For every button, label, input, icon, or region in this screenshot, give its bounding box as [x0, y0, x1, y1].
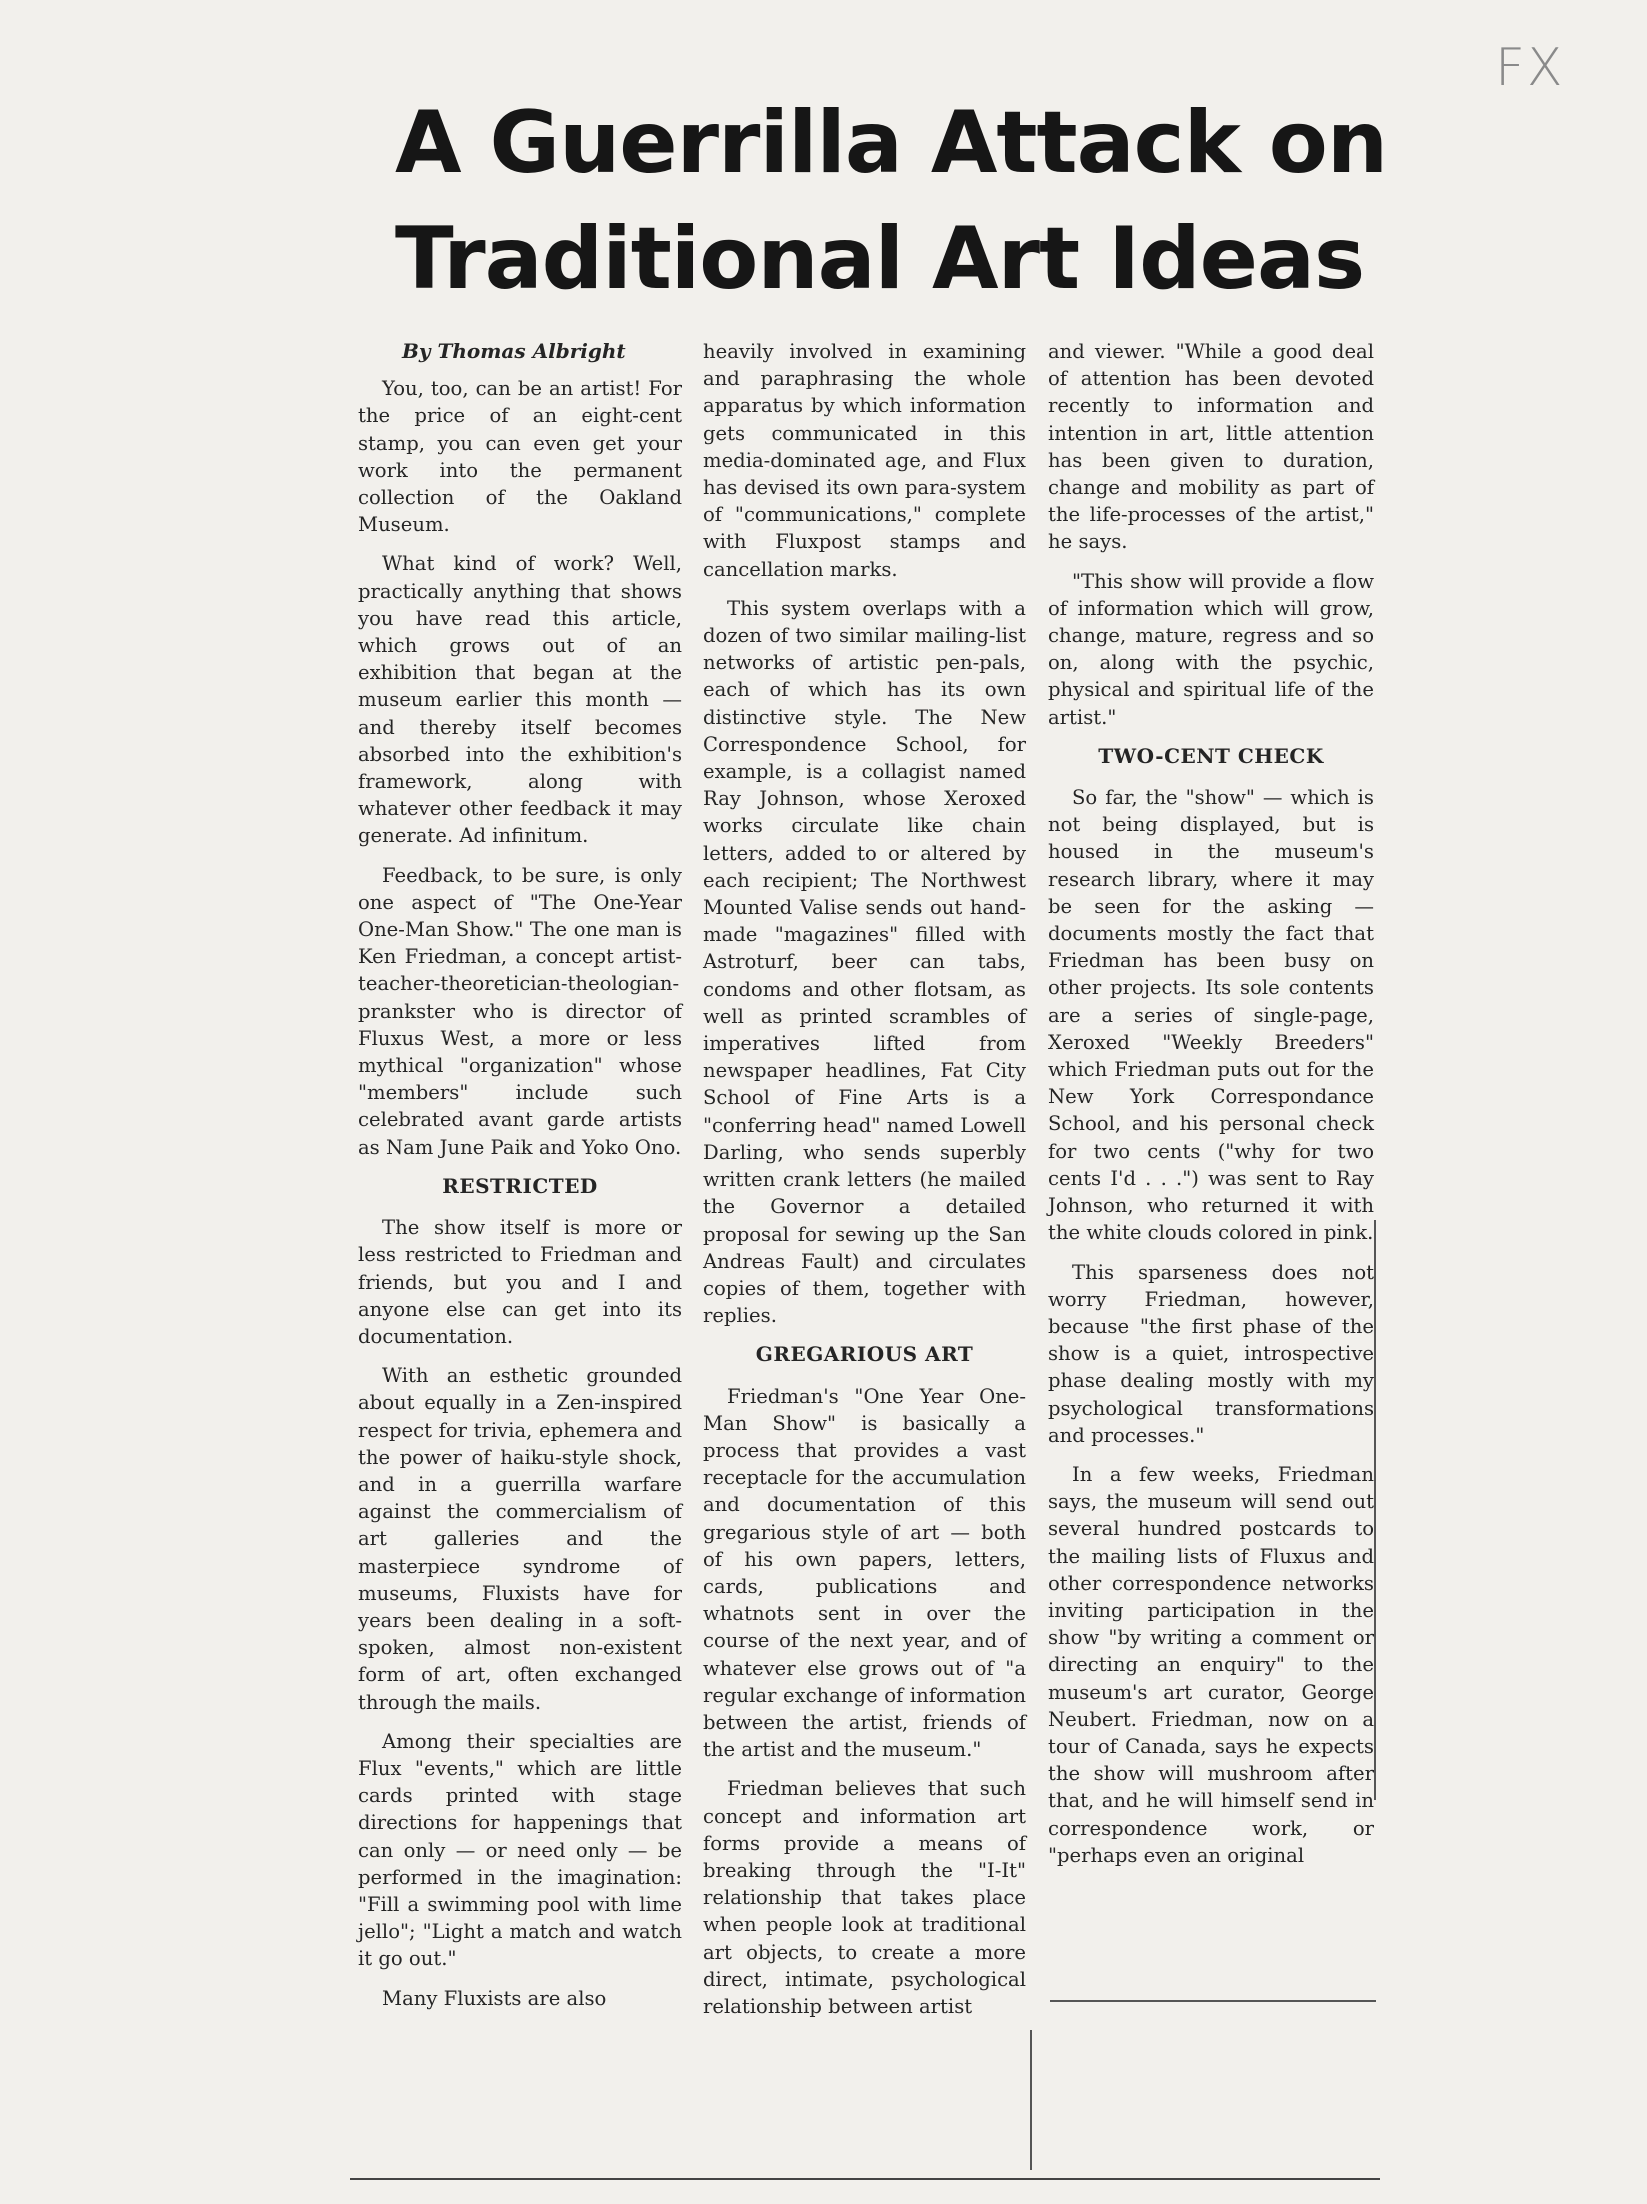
paragraph: Many Fluxists are also: [382, 1986, 607, 2010]
paragraph: Among their specialties are Flux "events," which are little cards printed with stage directions for happenings that can only — or need only — be performed in the imagination: "Fill a swimming pool with lime jello"; "Light a match and watch it go out.": [358, 1729, 682, 1971]
subhead-two-cent-check: TWO-CENT CHECK: [1098, 743, 1324, 768]
byline: By Thomas Albright: [402, 339, 626, 363]
column-2: [703, 338, 1026, 2032]
handwritten-mark: FX: [1495, 38, 1565, 98]
column-1: [358, 338, 682, 2024]
column-divider: [1374, 1220, 1376, 1800]
paragraph: heavily involved in examining and paraphrasing the whole apparatus by which information gets communicated in this media-dominated age, and Flux has devised its own para-system of "communications," complete with Fluxpost stamps and cancellation marks.: [703, 340, 1026, 581]
subhead-restricted: RESTRICTED: [442, 1173, 598, 1198]
paragraph: In a few weeks, Friedman says, the museum will send out several hundred postcards to the mailing lists of Fluxus and other correspondence networks inviting participation in the show "by writing a comment or directing an enquiry" to the museum's art curator, George Neubert. Friedman, now on a tour of Canada, says he expects the show will mushroom after that, and he will himself send in correspondence work, or "perhaps even an original: [1048, 1462, 1374, 1867]
headline-line-2: Traditional Art Ideas: [395, 209, 1365, 309]
paragraph: The show itself is more or less restricted to Friedman and friends, but you and I and anyone else can get into its documentation.: [358, 1216, 682, 1348]
paragraph: You, too, can be an artist! For the price of an eight-cent stamp, you can even get your work into the permanent collection of the Oakland Museum.: [358, 377, 682, 537]
paragraph: and viewer. "While a good deal of attention has been devoted recently to information and intention in art, little attention has been given to duration, change and mobility as part of the life-processes of the artist," he says.: [1048, 340, 1374, 554]
column-end-rule: [1050, 2000, 1376, 2002]
paragraph: Friedman's "One Year One-Man Show" is basically a process that provides a vast receptacle for the accumulation and documentation of this gregarious style of art — both of his own papers, letters, cards, publications and whatnots sent in over the course of the next year, and of whatever else grows out of "a regular exchange of information between the artist, friends of the artist and the museum.": [703, 1384, 1026, 1762]
paragraph: So far, the "show" — which is not being displayed, but is housed in the museum's research library, where it may be seen for the asking — documents mostly the fact that Friedman has been busy on other projects. Its sole contents are a series of single-page, Xeroxed "Weekly Breeders" which Friedman puts out for the New York Correspondance School, and his personal check for two cents ("why for two cents I'd . . .") was sent to Ray Johnson, who returned it with the white clouds colored in pink.: [1048, 786, 1374, 1245]
paragraph: "This show will provide a flow of information which will grow, change, mature, regress and so on, along with the psychic, physical and spiritual life of the artist.": [1048, 569, 1374, 729]
paragraph: This sparseness does not worry Friedman, however, because "the first phase of the show is a quiet, introspective phase dealing mostly with my psychological transformations and processes.": [1048, 1260, 1374, 1447]
paragraph: Friedman believes that such concept and information art forms provide a means of breaking through the "I-It" relationship that takes place when people look at traditional art objects, to create a more direct, intimate, psychological relationship between artist: [703, 1777, 1026, 2018]
headline-line-1: A Guerrilla Attack on: [395, 93, 1388, 193]
headline: [395, 85, 1405, 317]
paragraph: With an esthetic grounded about equally in a Zen-inspired respect for trivia, ephemera and the power of haiku-style shock, and in a guerrilla warfare against the commercialism of art galleries and the masterpiece syndrome of museums, Fluxists have for years been dealing in a soft-spoken, almost non-existent form of art, often exchanged through the mails.: [358, 1364, 682, 1714]
column-divider: [1030, 2030, 1032, 2170]
paragraph: Feedback, to be sure, is only one aspect of "The One-Year One-Man Show." The one man is Ken Friedman, a concept artist-teacher-theoretician-theologian-prankster who is director of Fluxus West, a more or less mythical "organization" whose "members" include such celebrated avant garde artists as Nam June Paik and Yoko Ono.: [358, 863, 682, 1159]
subhead-gregarious-art: GREGARIOUS ART: [755, 1342, 974, 1367]
paragraph: This system overlaps with a dozen of two similar mailing-list networks of artistic pen-pals, each of which has its own distinctive style. The New Correspondence School, for example, is a collagist named Ray Johnson, whose Xeroxed works circulate like chain letters, added to or altered by each recipient; The Northwest Mounted Valise sends out hand-made "magazines" filled with Astroturf, beer can tabs, condoms and other flotsam, as well as printed scrambles of imperatives lifted from newspaper headlines, Fat City School of Fine Arts is a "conferring head" named Lowell Darling, who sends superbly written crank letters (he mailed the Governor a detailed proposal for sewing up the San Andreas Fault) and circulates copies of them, together with replies.: [703, 596, 1026, 1328]
paragraph: What kind of work? Well, practically anything that shows you have read this article, which grows out of an exhibition that began at the museum earlier this month — and thereby itself becomes absorbed into the exhibition's framework, along with whatever other feedback it may generate. Ad infinitum.: [358, 552, 682, 848]
column-3: [1048, 338, 1374, 1881]
bottom-rule: [350, 2178, 1380, 2180]
